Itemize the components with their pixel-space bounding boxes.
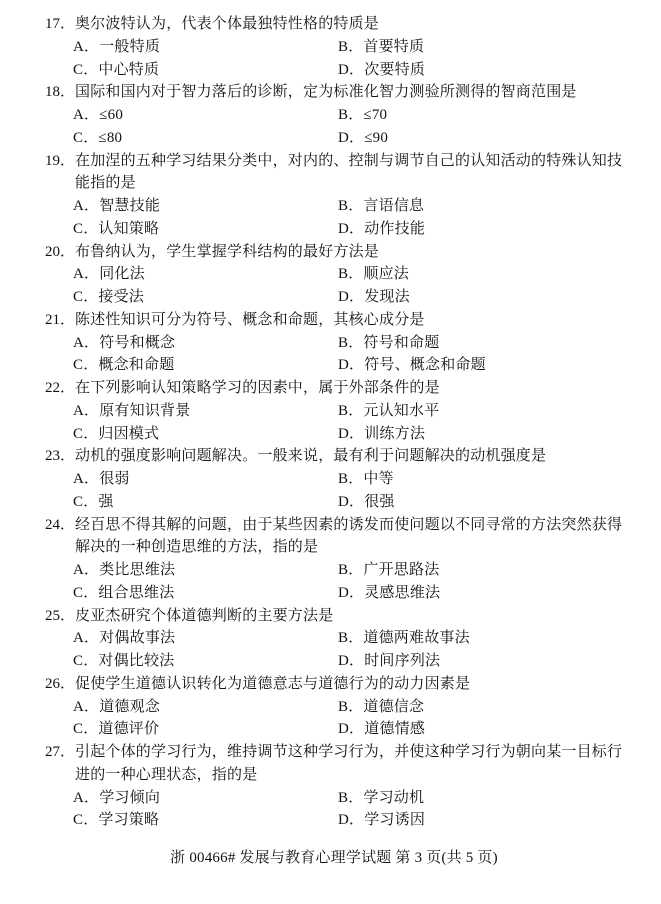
- option-b: B．广开思路法: [338, 562, 440, 578]
- option-a: A．智慧技能: [73, 198, 161, 214]
- question-stem: 促使学生道德认识转化为道德意志与道德行为的动力因素是: [75, 675, 471, 692]
- question: [45, 605, 623, 673]
- option-a: A．原有知识背景: [73, 402, 191, 419]
- question-stem-row: [45, 309, 623, 332]
- question: [45, 150, 623, 241]
- questions-list: [45, 13, 623, 832]
- option-c: C．接受法: [73, 289, 145, 305]
- option-b: B．首要特质: [338, 38, 425, 55]
- question-stem-row: [45, 150, 623, 196]
- option-a: A．很弱: [73, 471, 130, 487]
- option-b: B．顺应法: [338, 266, 410, 283]
- options-grid: [73, 468, 623, 514]
- question-number: 26．: [45, 675, 76, 692]
- question-stem: 皮亚杰研究个体道德判断的主要方法是: [75, 607, 334, 624]
- question-stem-row: [45, 377, 623, 400]
- question: [45, 741, 623, 832]
- question-number: 17．: [45, 16, 76, 32]
- options-grid: [73, 36, 623, 82]
- options-grid: [73, 104, 623, 150]
- question-stem: 奥尔波特认为，代表个体最独特性格的特质是: [75, 16, 380, 32]
- question-stem: 陈述性知识可分为符号、概念和命题，其核心成分是: [75, 311, 425, 328]
- question: [45, 241, 623, 309]
- question: [45, 445, 623, 513]
- option-c: C．对偶比较法: [73, 653, 175, 669]
- option-a: A．一般特质: [73, 38, 161, 55]
- question-number: 20．: [45, 243, 76, 260]
- options-grid: [73, 696, 623, 742]
- option-d: D．动作技能: [338, 220, 426, 237]
- question-stem-row: [45, 241, 623, 264]
- option-a: A．类比思维法: [73, 562, 176, 578]
- question-stem-row: [45, 445, 623, 468]
- option-a: A．学习倾向: [73, 789, 161, 806]
- question-stem-row: [45, 673, 623, 696]
- options-grid: [73, 263, 623, 309]
- option-d: D．很强: [338, 493, 395, 510]
- option-d: D．学习诱因: [338, 812, 426, 829]
- question-number: 27．: [45, 744, 76, 760]
- question: [45, 514, 623, 605]
- option-b: B．符号和命题: [338, 334, 440, 351]
- option-c: C．中心特质: [73, 61, 160, 78]
- question: [45, 81, 623, 149]
- question: [45, 673, 623, 741]
- question-stem-row: [45, 605, 623, 628]
- question-stem: 在加涅的五种学习结果分类中，对内的、控制与调节自己的认知活动的特殊认知技能指的是: [75, 152, 623, 192]
- option-c: C．≤80: [73, 129, 123, 146]
- options-grid: [73, 400, 623, 446]
- question-number: 21．: [45, 311, 76, 328]
- question-stem-row: [45, 514, 623, 560]
- question-number: 23．: [45, 448, 76, 465]
- options-grid: [73, 332, 623, 378]
- option-d: D．次要特质: [338, 61, 426, 78]
- option-b: B．元认知水平: [338, 402, 440, 419]
- option-c: C．认知策略: [73, 220, 160, 237]
- option-c: C．归因模式: [73, 425, 160, 442]
- option-c: C．学习策略: [73, 812, 160, 829]
- option-d: D．训练方法: [338, 425, 426, 442]
- question-stem: 引起个体的学习行为，维持调节这种学习行为，并使这种学习行为朝向某一目标行进的一种心理状态，指的是: [75, 744, 623, 783]
- question-number: 24．: [45, 516, 76, 533]
- option-c: C．强: [73, 493, 114, 510]
- options-grid: [73, 787, 623, 833]
- option-a: A．≤60: [73, 107, 124, 123]
- option-b: B．道德信念: [338, 698, 425, 715]
- option-c: C．道德评价: [73, 721, 160, 738]
- option-b: B．言语信息: [338, 198, 425, 214]
- option-b: B．学习动机: [338, 789, 425, 806]
- question-number: 22．: [45, 380, 76, 396]
- options-grid: [73, 195, 623, 241]
- question-stem: 在下列影响认知策略学习的因素中，属于外部条件的是: [75, 380, 440, 396]
- options-grid: [73, 559, 623, 605]
- option-d: D．道德情感: [338, 721, 426, 738]
- question-number: 19．: [45, 152, 76, 169]
- page-footer: 浙 00466# 发展与教育心理学试题 第 3 页(共 5 页): [170, 850, 498, 866]
- option-b: B．道德两难故事法: [338, 630, 470, 647]
- option-c: C．概念和命题: [73, 357, 175, 374]
- option-d: D．符号、概念和命题: [338, 357, 486, 374]
- question-stem-row: [45, 81, 623, 104]
- option-b: B．中等: [338, 471, 394, 487]
- question-stem: 经百思不得其解的问题，由于某些因素的诱发而使问题以不同寻常的方法突然获得解决的一种创造思维的方法，指的是: [75, 516, 623, 556]
- question-stem: 动机的强度影响问题解决。一般来说，最有利于问题解决的动机强度是: [75, 448, 547, 465]
- option-a: A．同化法: [73, 266, 145, 283]
- option-a: A．道德观念: [73, 698, 161, 715]
- question-number: 18．: [45, 84, 76, 101]
- option-d: D．发现法: [338, 289, 410, 305]
- option-a: A．对偶故事法: [73, 630, 176, 647]
- option-b: B．≤70: [338, 107, 388, 123]
- question: [45, 377, 623, 445]
- option-c: C．组合思维法: [73, 584, 175, 601]
- option-d: D．灵感思维法: [338, 584, 441, 601]
- question-number: 25．: [45, 607, 76, 624]
- question-stem: 布鲁纳认为，学生掌握学科结构的最好方法是: [75, 243, 380, 260]
- options-grid: [73, 627, 623, 673]
- option-d: D．时间序列法: [338, 653, 441, 669]
- option-a: A．符号和概念: [73, 334, 176, 351]
- question-stem-row: [45, 13, 623, 36]
- question-stem-row: [45, 741, 623, 787]
- question: [45, 13, 623, 81]
- option-d: D．≤90: [338, 129, 389, 146]
- question-stem: 国际和国内对于智力落后的诊断，定为标准化智力测验所测得的智商范围是: [75, 84, 577, 101]
- question: [45, 309, 623, 377]
